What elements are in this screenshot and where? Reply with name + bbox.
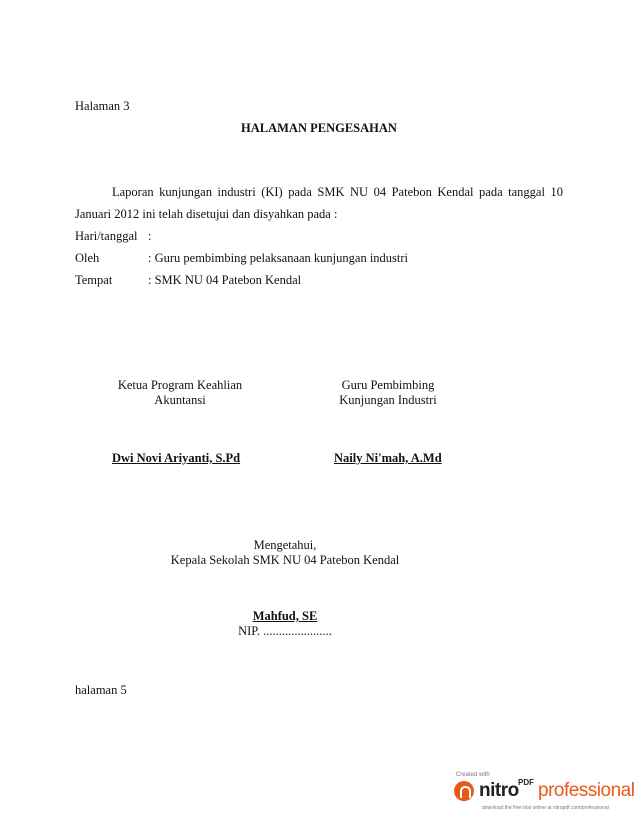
sign-right-name: Naily Ni'mah, A.Md: [334, 451, 442, 465]
watermark-brand-professional: professional: [538, 780, 635, 801]
watermark-created-with: Created with: [456, 772, 490, 778]
page-header: Halaman 3: [75, 99, 130, 113]
field-value-by: : Guru pembimbing pelaksanaan kunjungan industri: [148, 251, 409, 265]
field-value-place: : SMK NU 04 Patebon Kendal: [148, 273, 302, 287]
page-footer: halaman 5: [75, 683, 127, 697]
sign-right-role-1: Guru Pembimbing: [341, 378, 435, 392]
field-label-by: Oleh: [75, 251, 100, 265]
paragraph-line-1: Laporan kunjungan industri (KI) pada SMK NU 04 Patebon Kendal pada tanggal 10: [112, 185, 563, 199]
watermark-brand-nitro: nitro: [479, 780, 519, 801]
watermark-brand-pdf: PDF: [518, 778, 534, 787]
approval-line-2: Kepala Sekolah SMK NU 04 Patebon Kendal: [170, 553, 400, 567]
sign-right-role-2: Kunjungan Industri: [339, 393, 437, 407]
paragraph-line-2: Januari 2012 ini telah disetujui dan disyahkan pada :: [75, 207, 338, 221]
field-label-place: Tempat: [75, 273, 113, 287]
watermark-trial-text: download the free trial online at nitropdf.com/professional: [482, 805, 609, 811]
sign-left-name: Dwi Novi Ariyanti, S.Pd: [112, 451, 241, 465]
field-value-date: :: [148, 229, 152, 243]
field-label-date: Hari/tanggal: [75, 229, 138, 243]
sign-left-role-1: Ketua Program Keahlian: [117, 378, 243, 392]
nitro-watermark: [452, 772, 635, 820]
approval-nip: NIP. ......................: [238, 624, 332, 638]
sign-left-role-2: Akuntansi: [154, 393, 206, 407]
approval-name: Mahfud, SE: [252, 609, 318, 623]
approval-line-1: Mengetahui,: [253, 538, 317, 552]
nitro-logo-icon: [454, 781, 474, 801]
page-title: HALAMAN PENGESAHAN: [241, 121, 397, 135]
